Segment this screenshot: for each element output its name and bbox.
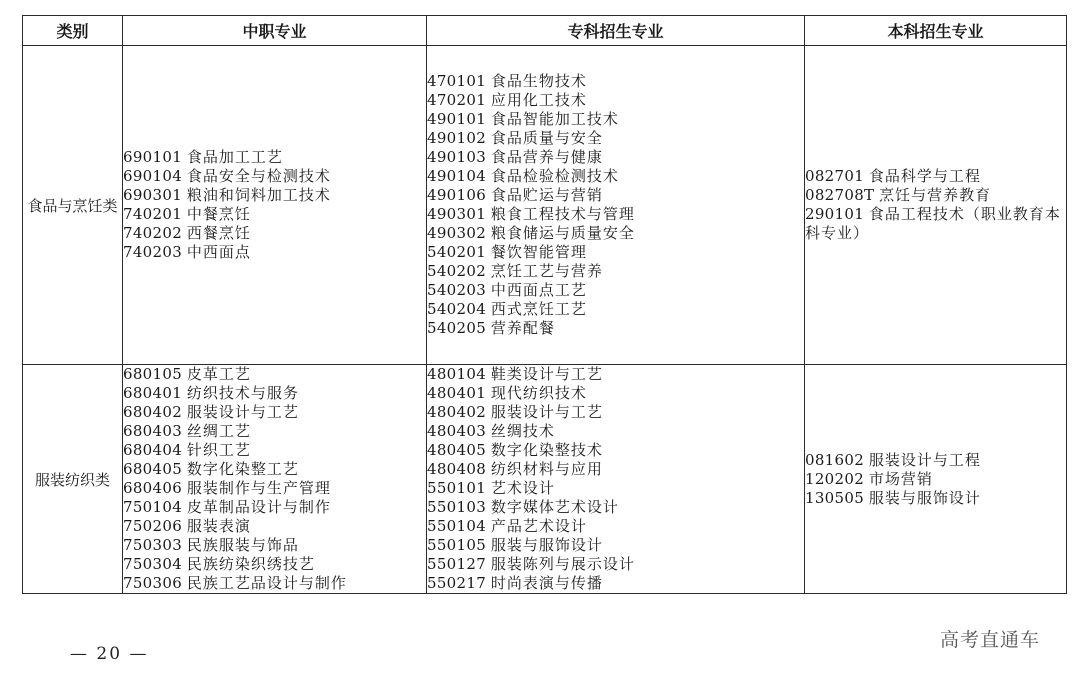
- major-code: 680105: [123, 365, 183, 383]
- watermark: 高考直通车: [940, 629, 1041, 651]
- major-code: 480403: [427, 422, 487, 440]
- major-code: 550105: [427, 536, 487, 554]
- major-code: 750104: [123, 498, 183, 516]
- list-item: [805, 451, 1066, 470]
- major-code: 490104: [427, 167, 487, 185]
- major-code: 690301: [123, 186, 183, 204]
- list-item: [427, 205, 804, 224]
- major-name: 皮革工艺: [186, 365, 251, 383]
- major-name: 市场营销: [868, 469, 933, 488]
- list-item: [427, 148, 804, 167]
- list-item: [123, 517, 426, 536]
- major-name: 数字媒体艺术设计: [490, 498, 619, 516]
- category-cell: 食品与烹饪类: [23, 46, 123, 365]
- major-code: 082701: [805, 167, 865, 185]
- major-name: 食品营养与健康: [490, 148, 603, 166]
- major-code: 130505: [805, 488, 865, 507]
- major-name: 营养配餐: [490, 319, 555, 337]
- major-name: 纺织技术与服务: [186, 384, 299, 402]
- major-name: 餐饮智能管理: [490, 243, 587, 261]
- header-row: [23, 16, 1067, 46]
- major-code: 290101: [805, 205, 865, 223]
- list-item: [427, 186, 804, 205]
- major-code: 490301: [427, 205, 487, 223]
- major-name: 食品安全与检测技术: [186, 167, 331, 185]
- list-item: [123, 460, 426, 479]
- list-item: [123, 422, 426, 441]
- major-code: 540202: [427, 262, 487, 280]
- major-name: 食品加工工艺: [186, 148, 283, 166]
- list-item: [123, 403, 426, 422]
- list-item: [427, 479, 804, 498]
- major-name: 服装设计与工艺: [490, 403, 603, 421]
- major-name: 粮油和饲料加工技术: [186, 186, 331, 204]
- major-name: 西餐烹饪: [186, 224, 251, 242]
- table-row: [23, 365, 1067, 594]
- list-item: [427, 365, 804, 384]
- major-code: 740201: [123, 205, 183, 223]
- major-name: 食品智能加工技术: [490, 110, 619, 128]
- list-item: [123, 574, 426, 593]
- list-item: [123, 148, 426, 167]
- list-item: [427, 403, 804, 422]
- major-code: 120202: [805, 469, 865, 488]
- list-item: [427, 129, 804, 148]
- major-code: 740203: [123, 243, 183, 261]
- major-code: 082708T: [805, 186, 875, 204]
- list-item: [427, 441, 804, 460]
- major-name: 时尚表演与传播: [490, 574, 603, 592]
- list-item: [123, 555, 426, 574]
- major-code: 480408: [427, 460, 487, 478]
- category-cell: 服装纺织类: [23, 365, 123, 594]
- header-secondary: 中职专业: [123, 16, 427, 46]
- major-name: 烹饪工艺与营养: [490, 262, 603, 280]
- major-code: 680401: [123, 384, 183, 402]
- list-item: [805, 167, 1066, 186]
- secondary-majors-cell: [123, 46, 427, 365]
- major-code: 550103: [427, 498, 487, 516]
- major-name: 中西面点: [186, 243, 251, 261]
- major-code: 480402: [427, 403, 487, 421]
- list-item: [427, 91, 804, 110]
- major-name: 丝绸工艺: [186, 422, 251, 440]
- major-name: 中西面点工艺: [490, 281, 587, 299]
- major-name: 纺织材料与应用: [490, 460, 603, 478]
- list-item: [805, 489, 1066, 508]
- major-code: 490106: [427, 186, 487, 204]
- major-code: 470201: [427, 91, 487, 109]
- list-item: [123, 186, 426, 205]
- page-number: — 20 —: [70, 644, 149, 664]
- list-item: [427, 300, 804, 319]
- major-code: 480405: [427, 441, 487, 459]
- major-code: 750303: [123, 536, 183, 554]
- major-name: 食品工程技术（职业教育本科专业）: [805, 205, 1061, 242]
- major-name: 数字化染整技术: [490, 441, 603, 459]
- major-name: 艺术设计: [490, 479, 555, 497]
- major-code: 680404: [123, 441, 183, 459]
- major-code: 081602: [805, 450, 865, 469]
- major-name: 服装制作与生产管理: [186, 479, 331, 497]
- major-name: 食品贮运与营销: [490, 186, 603, 204]
- major-name: 食品科学与工程: [868, 167, 981, 185]
- major-name: 食品质量与安全: [490, 129, 603, 147]
- major-code: 680406: [123, 479, 183, 497]
- major-code: 480401: [427, 384, 487, 402]
- major-name: 鞋类设计与工艺: [490, 365, 603, 383]
- major-code: 490102: [427, 129, 487, 147]
- major-code: 750306: [123, 574, 183, 592]
- list-item: [123, 441, 426, 460]
- major-code: 490103: [427, 148, 487, 166]
- header-higher-vocational: 专科招生专业: [427, 16, 805, 46]
- list-item: [427, 110, 804, 129]
- major-code: 550127: [427, 555, 487, 573]
- major-name: 食品检验检测技术: [490, 167, 619, 185]
- major-name: 产品艺术设计: [490, 517, 587, 535]
- list-item: [427, 460, 804, 479]
- major-code: 480104: [427, 365, 487, 383]
- list-item: [427, 498, 804, 517]
- major-code: 550104: [427, 517, 487, 535]
- major-name: 粮食储运与质量安全: [490, 224, 635, 242]
- table-row: [23, 46, 1067, 365]
- header-undergraduate: 本科招生专业: [805, 16, 1067, 46]
- list-item: [427, 574, 804, 593]
- major-code: 680403: [123, 422, 183, 440]
- list-item: [427, 517, 804, 536]
- list-item: [123, 365, 426, 384]
- list-item: [123, 498, 426, 517]
- major-code: 750304: [123, 555, 183, 573]
- list-item: [427, 555, 804, 574]
- header-category: 类别: [23, 16, 123, 46]
- major-name: 服装与服饰设计: [490, 536, 603, 554]
- major-code: 490302: [427, 224, 487, 242]
- major-name: 丝绸技术: [490, 422, 555, 440]
- list-item: [805, 470, 1066, 489]
- list-item: [427, 422, 804, 441]
- list-item: [427, 224, 804, 243]
- list-item: [123, 536, 426, 555]
- higher-vocational-majors-cell: [427, 46, 805, 365]
- major-code: 540201: [427, 243, 487, 261]
- list-item: [427, 262, 804, 281]
- list-item: [805, 186, 1066, 205]
- major-code: 540203: [427, 281, 487, 299]
- list-item: [123, 479, 426, 498]
- major-name: 服装陈列与展示设计: [490, 555, 635, 573]
- major-name: 民族工艺品设计与制作: [186, 574, 347, 592]
- major-name: 西式烹饪工艺: [490, 300, 587, 318]
- major-name: 数字化染整工艺: [186, 460, 299, 478]
- list-item: [123, 224, 426, 243]
- major-name: 服装与服饰设计: [868, 488, 981, 507]
- major-code: 680402: [123, 403, 183, 421]
- major-code: 540204: [427, 300, 487, 318]
- major-code: 680405: [123, 460, 183, 478]
- major-code: 550217: [427, 574, 487, 592]
- major-code: 690104: [123, 167, 183, 185]
- major-code: 740202: [123, 224, 183, 242]
- list-item: [427, 243, 804, 262]
- major-name: 服装表演: [186, 517, 251, 535]
- major-name: 服装设计与工艺: [186, 403, 299, 421]
- major-name: 民族服装与饰品: [186, 536, 299, 554]
- major-name: 服装设计与工程: [868, 450, 981, 469]
- major-code: 540205: [427, 319, 487, 337]
- major-code: 690101: [123, 148, 183, 166]
- undergraduate-majors-cell: [805, 365, 1067, 594]
- major-name: 烹饪与营养教育: [879, 186, 992, 204]
- list-item: [427, 319, 804, 338]
- major-name: 现代纺织技术: [490, 384, 587, 402]
- major-code: 550101: [427, 479, 487, 497]
- major-code: 750206: [123, 517, 183, 535]
- major-name: 针织工艺: [186, 441, 251, 459]
- list-item: [123, 243, 426, 262]
- major-name: 民族纺染织绣技艺: [186, 555, 315, 573]
- major-name: 中餐烹饪: [186, 205, 251, 223]
- list-item: [427, 384, 804, 403]
- list-item: [123, 167, 426, 186]
- majors-table: [22, 15, 1067, 594]
- major-name: 食品生物技术: [490, 72, 587, 90]
- list-item: [427, 536, 804, 555]
- major-code: 490101: [427, 110, 487, 128]
- undergraduate-majors-cell: [805, 46, 1067, 365]
- major-code: 470101: [427, 72, 487, 90]
- list-item: [427, 281, 804, 300]
- list-item: [427, 72, 804, 91]
- major-name: 粮食工程技术与管理: [490, 205, 635, 223]
- higher-vocational-majors-cell: [427, 365, 805, 594]
- list-item: [805, 205, 1066, 243]
- secondary-majors-cell: [123, 365, 427, 594]
- list-item: [427, 167, 804, 186]
- major-name: 皮革制品设计与制作: [186, 498, 331, 516]
- major-name: 应用化工技术: [490, 91, 587, 109]
- list-item: [123, 205, 426, 224]
- list-item: [123, 384, 426, 403]
